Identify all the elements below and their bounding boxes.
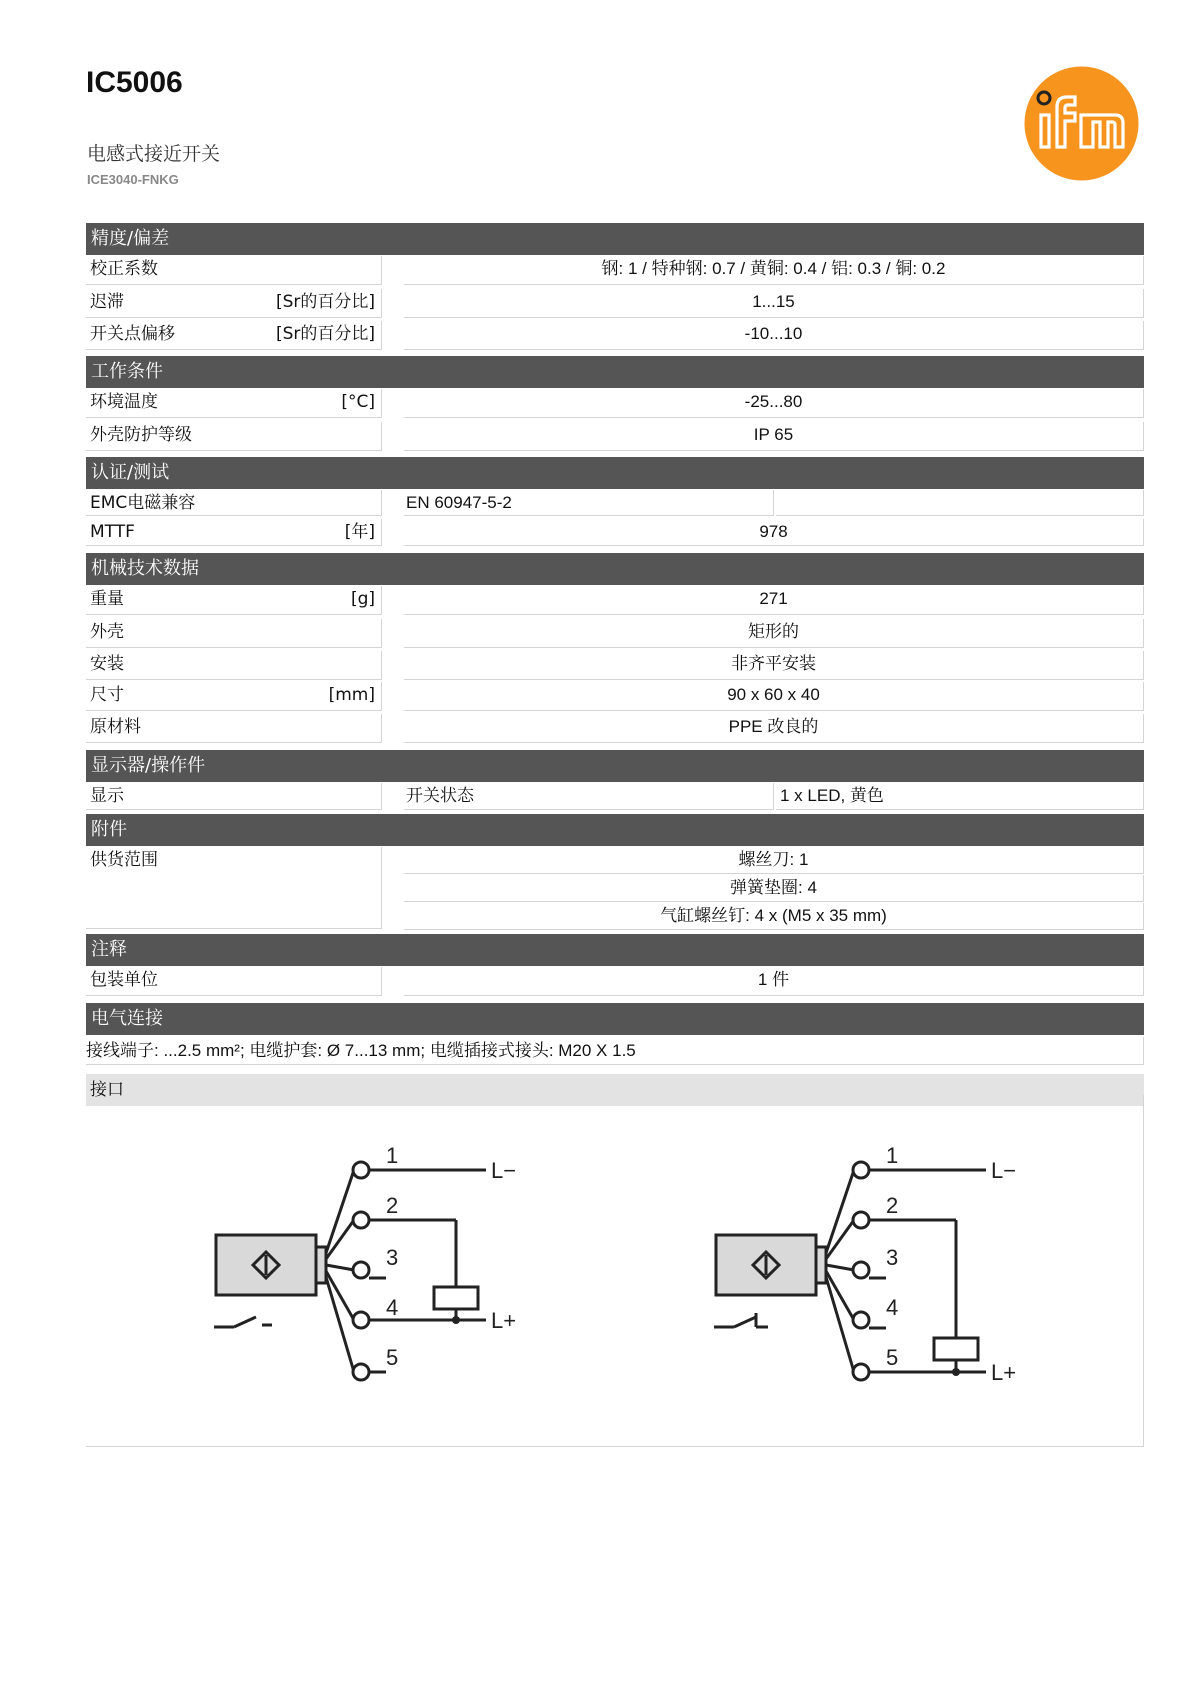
row-unit: [Sr的百分比]	[275, 292, 375, 312]
ifm-logo-icon	[1023, 65, 1140, 182]
product-code: ICE3040-FNKG	[87, 172, 179, 187]
section-accessories: 附件	[86, 814, 1144, 846]
row-value: 90 x 60 x 40	[404, 682, 1144, 711]
row-sub-label: 开关状态	[404, 783, 774, 810]
section-mechanical: 机械技术数据	[86, 553, 1144, 585]
table-row	[86, 619, 1144, 651]
row-label: MTTF [年]	[86, 519, 382, 546]
pin-label: 4	[386, 1295, 399, 1320]
section-accuracy: 精度/偏差	[86, 223, 1144, 255]
section-display: 显示器/操作件	[86, 750, 1144, 782]
row-value: 钢: 1 / 特种钢: 0.7 / 黄铜: 0.4 / 铝: 0.3 / 铜: 0.2	[404, 256, 1144, 285]
section-operating: 工作条件	[86, 356, 1144, 388]
row-label: 尺寸 [mm]	[86, 682, 382, 711]
row-unit: [g]	[350, 589, 375, 609]
table-row	[86, 422, 1144, 454]
row-label: 重量 [g]	[86, 586, 382, 615]
l-plus-label: L+	[991, 1360, 1017, 1385]
pin-label: 3	[386, 1245, 399, 1270]
row-label: 显示	[86, 783, 382, 810]
wiring-diagram-nc	[714, 1162, 986, 1380]
row-value: -25...80	[404, 389, 1144, 418]
pin-label: 5	[386, 1345, 399, 1370]
l-minus-label: L−	[991, 1158, 1017, 1183]
table-row	[86, 682, 1144, 714]
row-value: PPE 改良的	[404, 714, 1144, 743]
wiring-diagrams	[86, 1095, 1144, 1447]
accessory-item: 弹簧垫圈: 4	[404, 875, 1144, 902]
table-row	[86, 389, 1144, 421]
table-row	[86, 714, 1144, 746]
row-label: 迟滞 [Sr的百分比]	[86, 289, 382, 318]
section-interface: 接口	[86, 1074, 1144, 1106]
row-unit: [Sr的百分比]	[275, 324, 375, 344]
accessory-item: 螺丝刀: 1	[404, 847, 1144, 874]
row-label: 包装单位	[86, 967, 382, 996]
wiring-diagram-svg	[86, 1095, 1144, 1447]
row-value: EN 60947-5-2	[404, 490, 774, 516]
pin-label: 3	[886, 1245, 899, 1270]
pin-label: 2	[386, 1193, 399, 1218]
accessory-item: 气缸螺丝钉: 4 x (M5 x 35 mm)	[404, 903, 1144, 930]
pin-label: 4	[886, 1295, 899, 1320]
row-value: -10...10	[404, 321, 1144, 350]
table-row	[86, 256, 1144, 288]
table-row	[86, 586, 1144, 618]
row-value: 非齐平安装	[404, 651, 1144, 680]
row-unit: [°C]	[341, 392, 375, 412]
electrical-connection-text: 接线端子: ...2.5 mm²; 电缆护套: Ø 7...13 mm; 电缆插接式接头: M20 X 1.5	[86, 1037, 1144, 1065]
row-value: 271	[404, 586, 1144, 615]
row-label: 校正系数	[86, 256, 382, 285]
row-label: 开关点偏移 [Sr的百分比]	[86, 321, 382, 350]
row-label: 安装	[86, 651, 382, 680]
table-row	[86, 651, 1144, 683]
row-label: 外壳防护等级	[86, 422, 382, 451]
section-electrical: 电气连接	[86, 1003, 1144, 1035]
table-row	[86, 783, 1144, 813]
row-unit: [mm]	[328, 685, 375, 705]
row-label: 外壳	[86, 619, 382, 648]
row-value: 1...15	[404, 289, 1144, 318]
table-row	[86, 321, 1144, 353]
row-unit: [年]	[344, 522, 375, 542]
l-minus-label: L−	[491, 1158, 517, 1183]
l-plus-label: L+	[491, 1308, 517, 1333]
row-label: 供货范围	[86, 847, 382, 929]
pin-label: 1	[886, 1143, 899, 1168]
row-value: 978	[404, 519, 1144, 546]
wiring-diagram-no	[214, 1162, 486, 1380]
row-label: 原材料	[86, 714, 382, 743]
section-notes: 注释	[86, 934, 1144, 966]
table-row	[86, 490, 1144, 519]
pin-label: 1	[386, 1143, 399, 1168]
row-label: EMC电磁兼容	[86, 490, 382, 516]
table-row	[86, 967, 1144, 999]
pin-label: 5	[886, 1345, 899, 1370]
section-approvals: 认证/测试	[86, 457, 1144, 489]
row-value: 矩形的	[404, 619, 1144, 648]
table-row	[86, 519, 1144, 549]
product-subtitle: 电感式接近开关	[87, 143, 221, 165]
pin-label: 2	[886, 1193, 899, 1218]
table-row	[86, 847, 1144, 931]
row-value: 1 件	[404, 967, 1144, 996]
row-value: 1 x LED, 黄色	[776, 783, 1144, 810]
row-label: 环境温度 [°C]	[86, 389, 382, 418]
product-title: IC5006	[86, 66, 183, 99]
table-row	[86, 289, 1144, 321]
row-value-2	[776, 490, 1144, 516]
row-value: IP 65	[404, 422, 1144, 451]
